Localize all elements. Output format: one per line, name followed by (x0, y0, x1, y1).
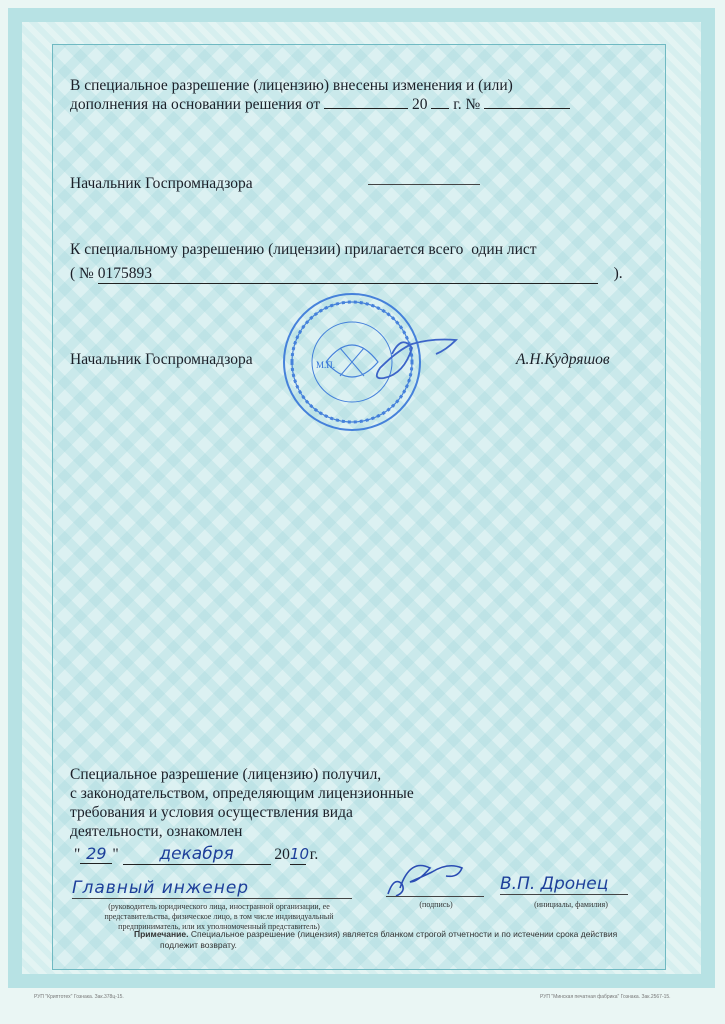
footer-right: РУП "Минская печатная фабрика" Гознака. Зак.2567-15. (540, 994, 671, 1000)
name-caption: (инициалы, фамилия) (534, 900, 608, 909)
decision-number-label: г. № (453, 96, 481, 113)
name-line (500, 874, 628, 895)
official-seal (282, 292, 482, 438)
attached-line (70, 240, 537, 259)
attached-count: один лист (471, 241, 537, 258)
seal-mp: М.П. (316, 360, 336, 370)
decision-date-blank (324, 108, 408, 109)
sign-line (386, 896, 484, 897)
position-handwritten: Главный инженер (72, 878, 250, 898)
attached-open: ( № (70, 265, 94, 282)
date-month: декабря (123, 845, 271, 865)
note-text-1: Специальное разрешение (лицензия) является бланком строгой отчетности и по истечении срока действия (190, 929, 618, 939)
decision-number-blank (484, 108, 570, 109)
date-day: 29 (80, 844, 112, 864)
received-date: " 29 " декабря 2010 г. (74, 844, 319, 864)
chief-name: А.Н.Кудряшов (516, 351, 610, 368)
chief-title-2: Начальник Госпромнадзора (70, 351, 253, 368)
received-line-4: деятельности, ознакомлен (70, 823, 243, 840)
position-line (72, 878, 352, 899)
received-line-1: Специальное разрешение (лицензию) получил, (70, 766, 382, 783)
chief-signature-line (368, 184, 480, 185)
footer-left: РУП "Криптотех" Гознака. Зак.378ц-15. (34, 994, 124, 1000)
year-prefix: 20 (411, 96, 428, 113)
position-caption: (руководитель юридического лица, иностранной организации, ее представительства, физическое лицо, в том числе индивидуальный предприниматель, или их уполномоченный представитель) (104, 902, 334, 931)
recipient-signature (380, 852, 480, 902)
attached-label: К специальному разрешению (лицензии) прилагается всего (70, 241, 464, 258)
amendment-line-1: В специальное разрешение (лицензию) внесены изменения и (или) (70, 77, 513, 94)
attached-number-line (70, 264, 623, 284)
attached-number: 0175893 (98, 264, 598, 284)
note-line-1 (134, 929, 634, 939)
sign-caption: (подпись) (419, 900, 453, 909)
name-handwritten: В.П. Дронец (500, 874, 609, 894)
note-label: Примечание. (134, 929, 189, 939)
date-year-suffix: г. (309, 846, 319, 863)
amendment-decision-label: дополнения на основании решения от (70, 96, 321, 113)
chief-title-1: Начальник Госпромнадзора (70, 175, 253, 192)
attached-close: ). (613, 265, 623, 282)
received-line-3: требования и условия осуществления вида (70, 804, 353, 821)
date-year: 10 (289, 845, 309, 863)
received-line-2: с законодательством, определяющим лицензионные (70, 785, 414, 802)
year-blank (431, 108, 449, 109)
note-line-2: подлежит возврату. (160, 940, 237, 950)
date-year-prefix: 20 (274, 846, 290, 863)
amendment-line-2 (70, 95, 570, 114)
